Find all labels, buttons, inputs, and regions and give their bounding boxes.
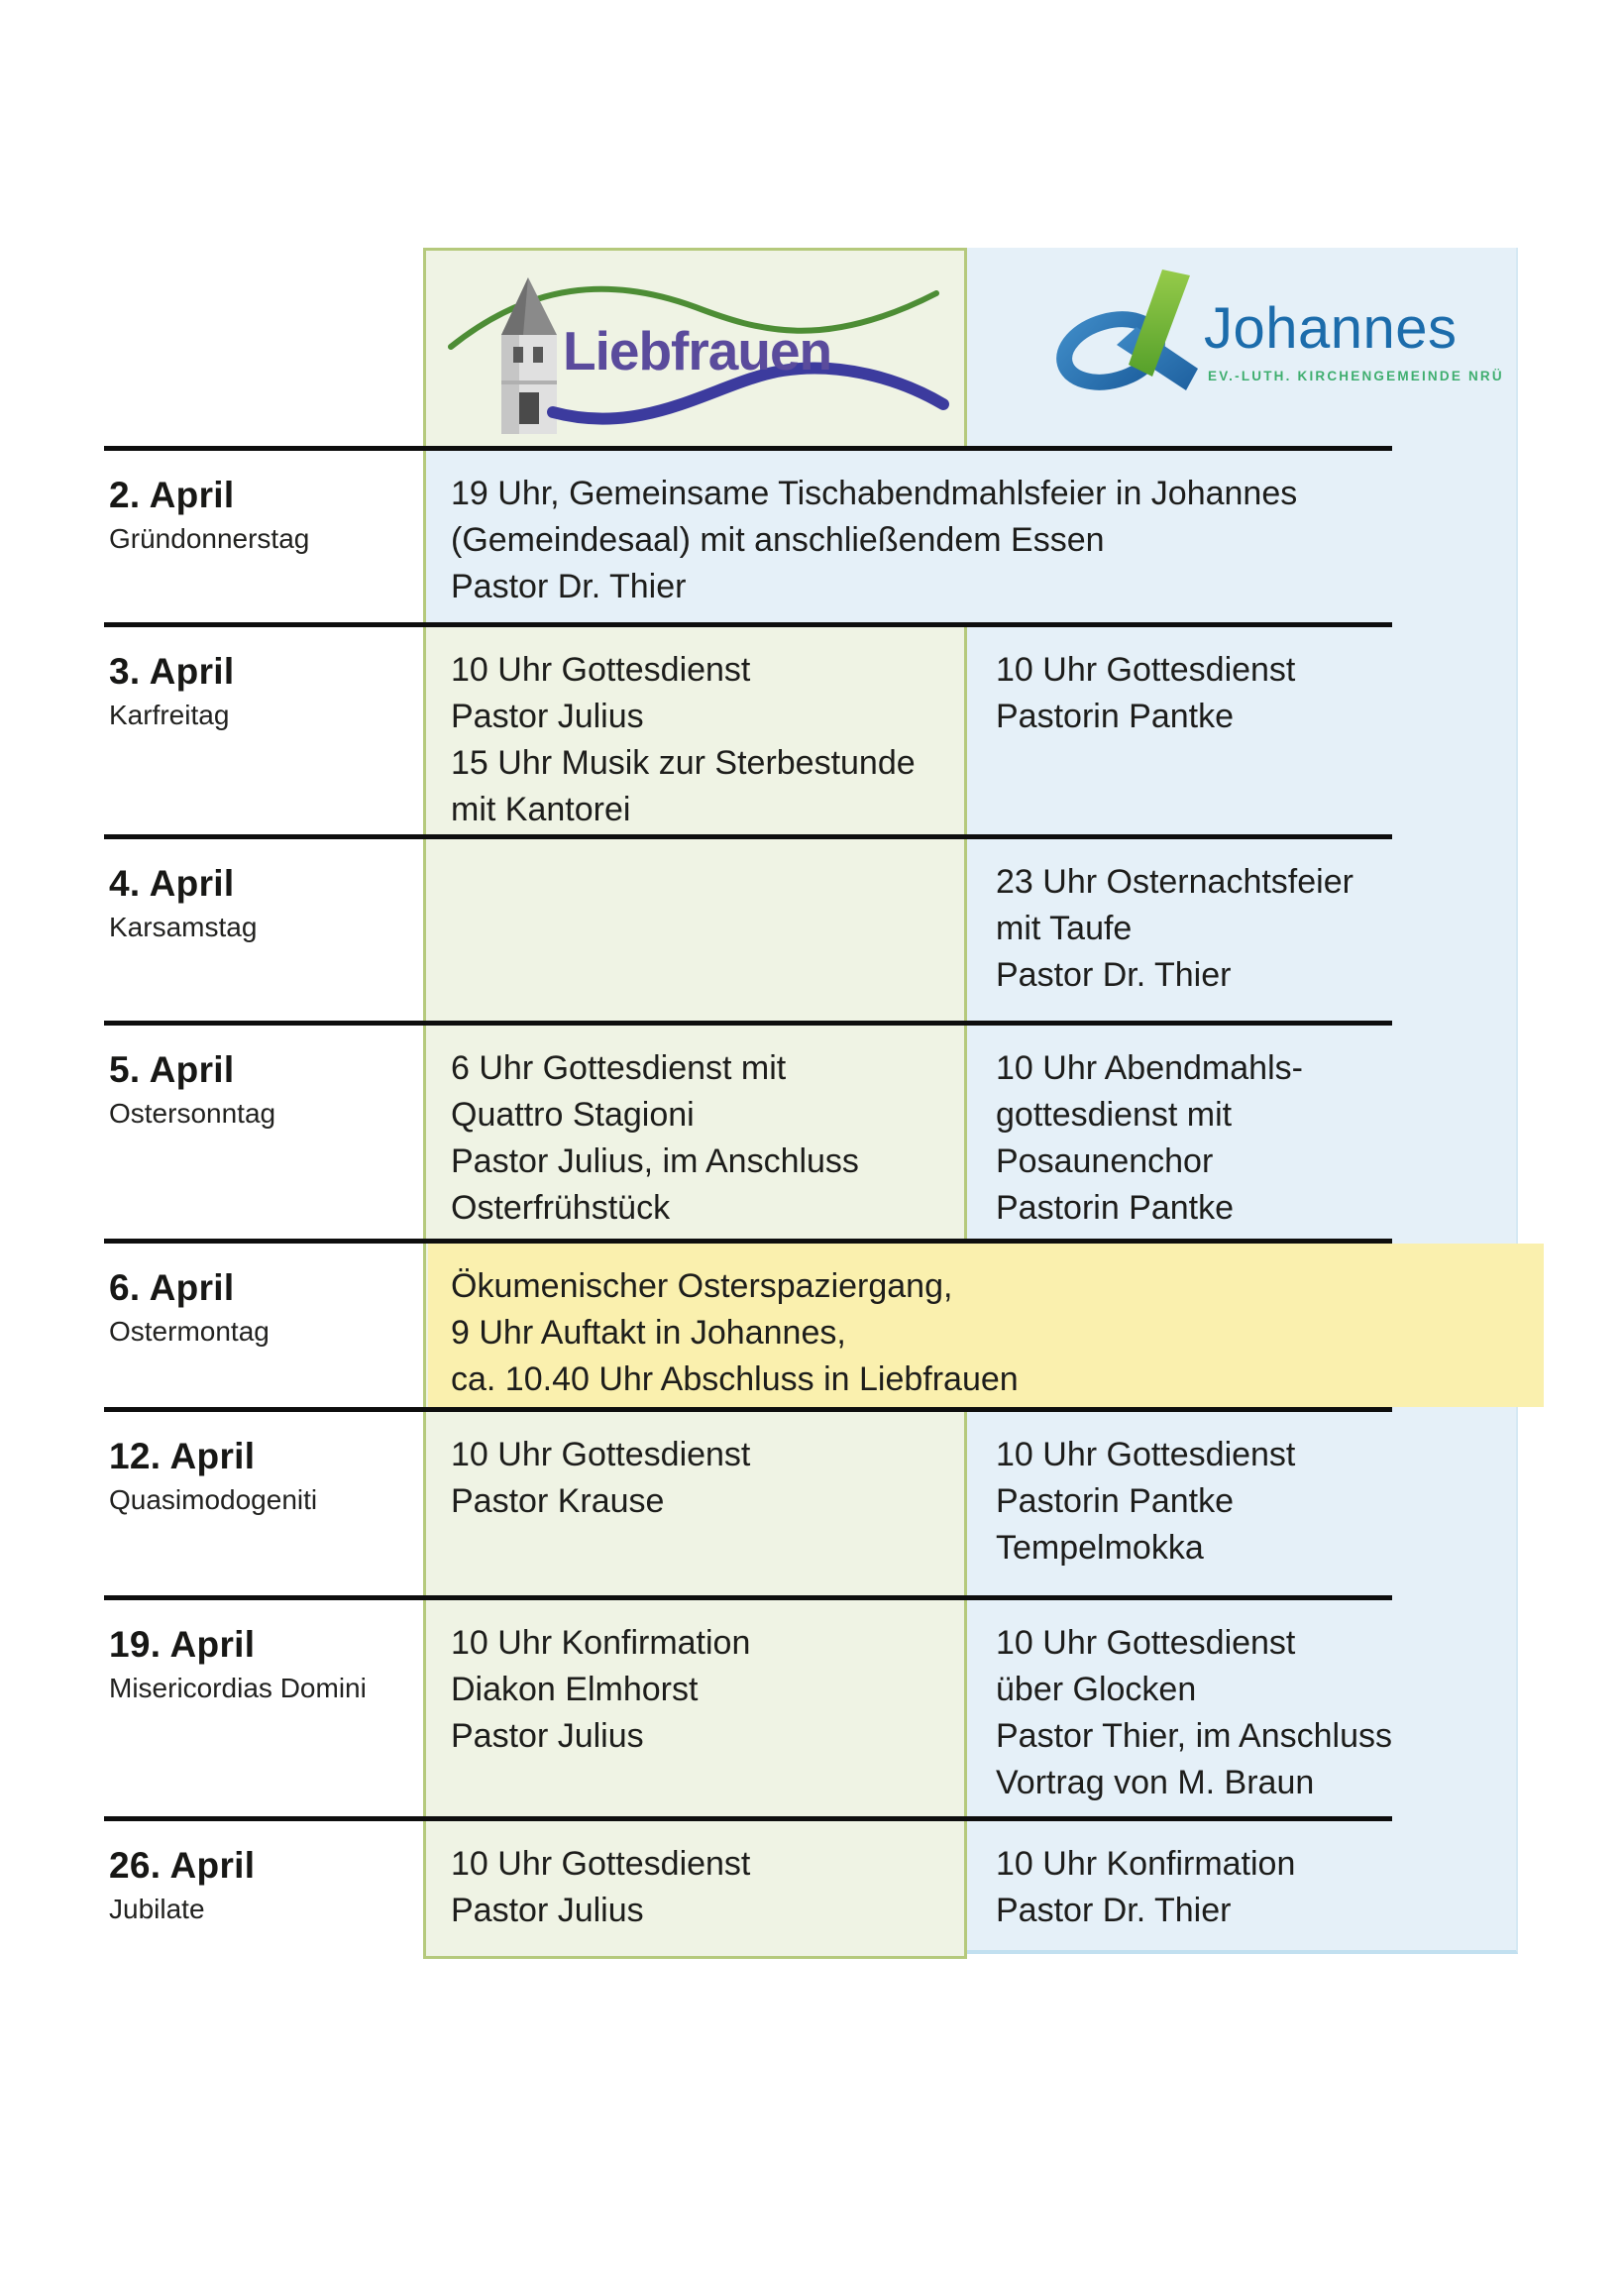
event-line: ca. 10.40 Uhr Abschluss in Liebfrauen xyxy=(451,1360,1019,1398)
event-line: Pastor Julius, im Anschluss xyxy=(451,1142,859,1180)
johannes-logo xyxy=(1045,260,1511,423)
event-line: Pastorin Pantke xyxy=(996,1189,1235,1227)
johannes-event-cell xyxy=(996,1045,1516,1232)
row-date: 5. April xyxy=(109,1049,235,1090)
johannes-event-cell xyxy=(996,1620,1516,1806)
liebfrauen-event-cell xyxy=(451,647,1006,833)
event-line: Ökumenischer Osterspaziergang, xyxy=(451,1267,953,1305)
liebfrauen-event-cell xyxy=(451,1841,1006,1934)
event-line: gottesdienst mit xyxy=(996,1096,1233,1134)
row-day: Jubilate xyxy=(109,1894,205,1924)
liebfrauen-event-cell xyxy=(451,1045,1006,1232)
event-line: 10 Uhr Konfirmation xyxy=(996,1845,1296,1883)
event-line: mit Kantorei xyxy=(451,791,631,828)
row-day: Karsamstag xyxy=(109,912,258,942)
row-date: 12. April xyxy=(109,1436,256,1476)
event-line: (Gemeindesaal) mit anschließendem Essen xyxy=(451,521,1105,559)
event-line: über Glocken xyxy=(996,1671,1197,1708)
event-line: 10 Uhr Gottesdienst xyxy=(996,651,1296,689)
johannes-event-cell xyxy=(996,859,1516,999)
date-cell xyxy=(109,1624,421,1704)
row-date: 26. April xyxy=(109,1845,256,1886)
event-line: 9 Uhr Auftakt in Johannes, xyxy=(451,1314,846,1352)
johannes-wordmark: Johannes xyxy=(1204,296,1458,361)
event-line: Pastor Julius xyxy=(451,1892,644,1929)
event-line: Pastor Krause xyxy=(451,1482,665,1520)
date-cell xyxy=(109,651,421,731)
row-day: Ostersonntag xyxy=(109,1098,276,1129)
event-line: mit Taufe xyxy=(996,910,1133,947)
event-line: Tempelmokka xyxy=(996,1529,1204,1567)
merged-event-cell xyxy=(451,471,1452,610)
row-date: 6. April xyxy=(109,1267,235,1308)
row-day: Misericordias Domini xyxy=(109,1673,367,1703)
event-line: 6 Uhr Gottesdienst mit xyxy=(451,1049,787,1087)
event-line: Diakon Elmhorst xyxy=(451,1671,699,1708)
date-cell xyxy=(109,1436,421,1516)
date-cell xyxy=(109,1267,421,1348)
event-line: 10 Uhr Gottesdienst xyxy=(996,1624,1296,1662)
liebfrauen-wordmark: Liebfrauen xyxy=(563,320,832,381)
date-cell xyxy=(109,863,421,943)
johannes-event-cell xyxy=(996,1432,1516,1572)
event-line: 10 Uhr Gottesdienst xyxy=(451,651,751,689)
schedule-row xyxy=(0,1026,1624,1239)
liebfrauen-logo xyxy=(436,256,951,439)
event-line: 19 Uhr, Gemeinsame Tischabendmahlsfeier in Johannes xyxy=(451,475,1298,512)
schedule-row xyxy=(0,627,1624,834)
event-line: Vortrag von M. Braun xyxy=(996,1764,1315,1801)
schedule-row xyxy=(0,1600,1624,1816)
date-cell xyxy=(109,475,421,555)
row-date: 3. April xyxy=(109,651,235,692)
schedule-row xyxy=(0,839,1624,1021)
johannes-event-cell xyxy=(996,1841,1516,1934)
row-date: 2. April xyxy=(109,475,235,515)
row-date: 19. April xyxy=(109,1624,256,1665)
johannes-event-cell xyxy=(996,647,1516,740)
date-cell xyxy=(109,1049,421,1130)
event-line: 10 Uhr Abendmahls- xyxy=(996,1049,1303,1087)
liebfrauen-event-cell xyxy=(451,1620,1006,1760)
row-date: 4. April xyxy=(109,863,235,904)
row-day: Ostermontag xyxy=(109,1316,270,1347)
event-line: Pastor Julius xyxy=(451,698,644,735)
schedule-row xyxy=(0,451,1624,622)
event-line: Pastorin Pantke xyxy=(996,698,1235,735)
schedule-row xyxy=(0,1244,1624,1407)
schedule-row xyxy=(0,1821,1624,1959)
event-line: Pastor Dr. Thier xyxy=(451,568,687,605)
row-day: Gründonnerstag xyxy=(109,523,310,554)
merged-event-cell xyxy=(451,1263,1452,1403)
event-line: 10 Uhr Gottesdienst xyxy=(451,1436,751,1473)
event-line: Pastor Julius xyxy=(451,1717,644,1755)
event-line: 15 Uhr Musik zur Sterbestunde xyxy=(451,744,916,782)
event-line: 10 Uhr Gottesdienst xyxy=(996,1436,1296,1473)
event-line: Pastor Dr. Thier xyxy=(996,1892,1232,1929)
liebfrauen-event-cell xyxy=(451,1432,1006,1525)
event-line: Posaunenchor xyxy=(996,1142,1214,1180)
row-day: Quasimodogeniti xyxy=(109,1484,318,1515)
event-line: 10 Uhr Konfirmation xyxy=(451,1624,751,1662)
date-cell xyxy=(109,1845,421,1925)
event-line: Pastor Dr. Thier xyxy=(996,956,1232,994)
schedule-row xyxy=(0,1412,1624,1595)
event-line: Quattro Stagioni xyxy=(451,1096,695,1134)
event-line: 10 Uhr Gottesdienst xyxy=(451,1845,751,1883)
johannes-subtitle: EV.-LUTH. KIRCHENGEMEINDE NRÜ xyxy=(1208,369,1504,383)
event-line: 23 Uhr Osternachtsfeier xyxy=(996,863,1353,901)
event-line: Pastorin Pantke xyxy=(996,1482,1235,1520)
event-line: Pastor Thier, im Anschluss xyxy=(996,1717,1392,1755)
row-day: Karfreitag xyxy=(109,700,230,730)
event-line: Osterfrühstück xyxy=(451,1189,671,1227)
